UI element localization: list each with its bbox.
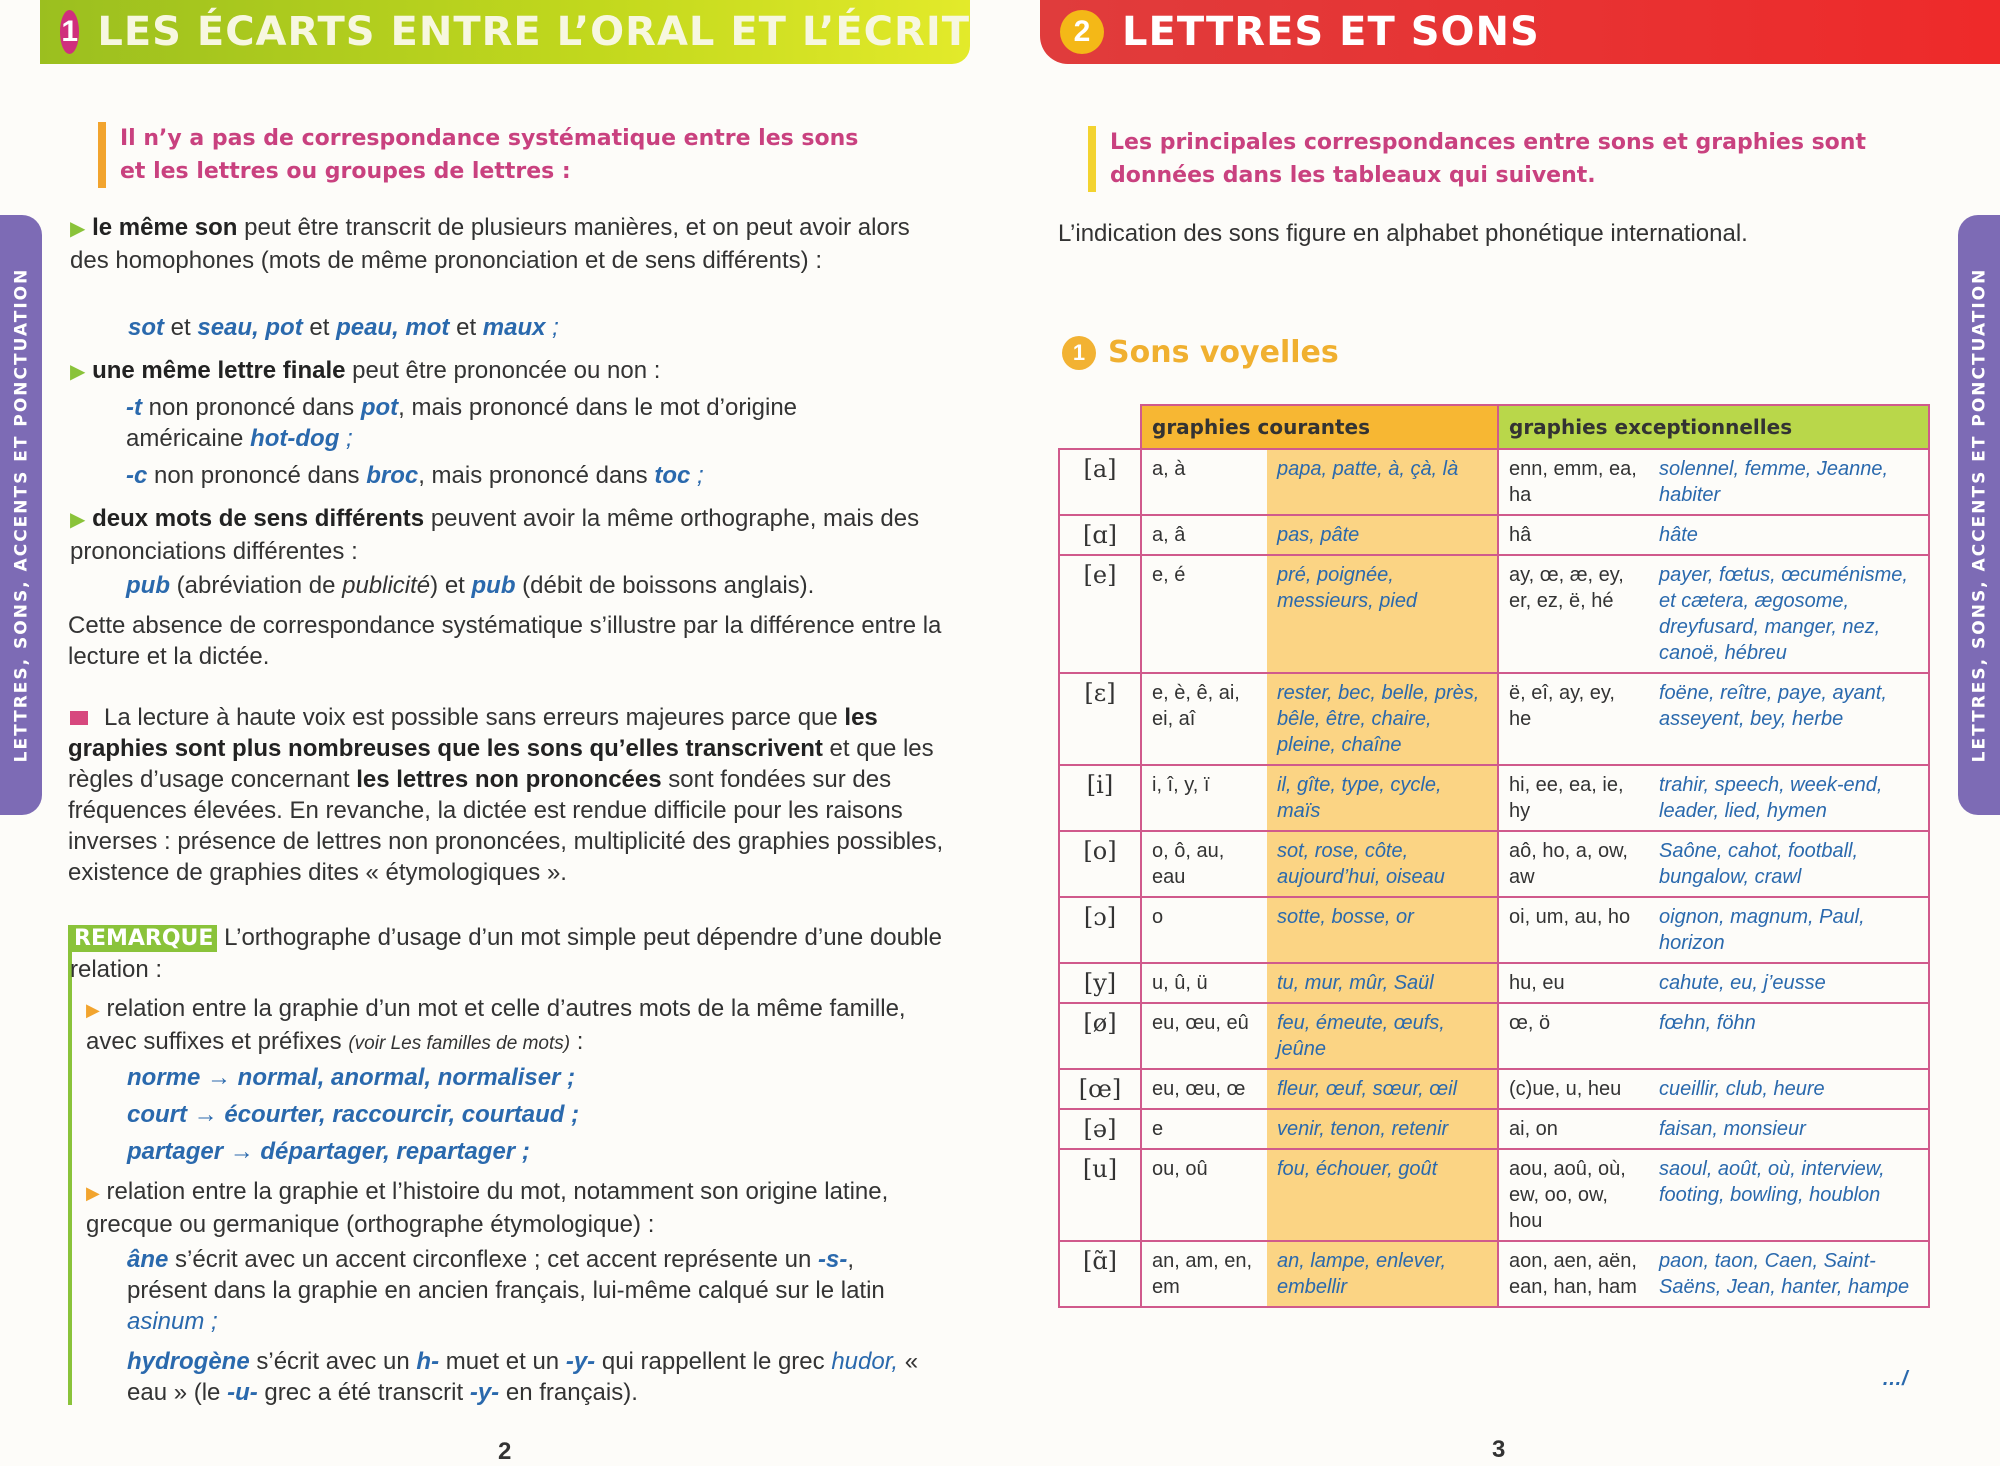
cell-gc: o, ô, au, eau (1141, 831, 1267, 897)
cell-ee: cahute, eu, j’eusse (1649, 963, 1929, 1003)
remark-relation-1: ▶ relation entre la graphie d’un mot et celle d’autres mots de la même famille, avec suffixes et préfixes (voir Les familles de mots) : (86, 995, 906, 1055)
cell-ee: hâte (1649, 515, 1929, 555)
page-number: 2 (498, 1438, 512, 1465)
section-label: Sons voyelles (1108, 335, 1339, 370)
point-1-bold: le même son (92, 214, 238, 241)
cell-ge: ë, eî, ay, ey, he (1498, 673, 1649, 765)
cell-ee: payer, fœtus, œcuménisme, et cætera, ægosome, dreyfusard, manger, nez, canoë, hébreu (1649, 555, 1929, 673)
table-row (1059, 831, 1929, 897)
cell-ee: Saône, cahot, football, bungalow, crawl (1649, 831, 1929, 897)
cell-ee: paon, taon, Caen, Saint-Saëns, Jean, hanter, hampe (1649, 1241, 1929, 1307)
cell-ee: faisan, monsieur (1649, 1109, 1929, 1149)
cell-ge: enn, emm, ea, ha (1498, 449, 1649, 515)
remark-label: REMARQUE (70, 925, 217, 952)
cell-ge: aô, ho, a, ow, aw (1498, 831, 1649, 897)
cell-ge: ay, œ, æ, ey, er, ez, ë, hé (1498, 555, 1649, 673)
cell-ge: aou, aoû, où, ew, oo, ow, hou (1498, 1149, 1649, 1241)
remark-example-b: court → écourter, raccourcir, courtaud ; (127, 1101, 580, 1128)
cell-ec: pas, pâte (1267, 515, 1498, 555)
cell-gc: e, è, ê, ai, ei, aî (1141, 673, 1267, 765)
table-row (1059, 555, 1929, 673)
cell-ge: hi, ee, ea, ie, hy (1498, 765, 1649, 831)
point-1-text: peut être transcrit de plusieurs manières, et on peut avoir alors des homophones (mots de même prononciation et de sens différents) : (70, 214, 910, 274)
cell-ee: trahir, speech, week-end, leader, lied, hymen (1649, 765, 1929, 831)
cell-ee: solennel, femme, Jeanne, habiter (1649, 449, 1929, 515)
cell-ee: foëne, reître, paye, ayant, asseyent, bey, herbe (1649, 673, 1929, 765)
triangle-icon: ▶ (70, 218, 86, 240)
cell-gc: eu, œu, eû (1141, 1003, 1267, 1069)
right-page (1000, 0, 2000, 1464)
table-row (1059, 1003, 1929, 1069)
cell-ge: hu, eu (1498, 963, 1649, 1003)
side-tab-right (1958, 215, 2000, 815)
chapter-banner-1 (40, 0, 970, 64)
cell-ec: fleur, œuf, sœur, œil (1267, 1069, 1498, 1109)
cell-gc: e (1141, 1109, 1267, 1149)
triangle-icon: ▶ (86, 1000, 100, 1020)
point-1 (70, 212, 950, 276)
cell-son: [a] (1059, 449, 1141, 515)
table-row (1059, 1149, 1929, 1241)
cell-ge: œ, ö (1498, 1003, 1649, 1069)
cell-ge: ai, on (1498, 1109, 1649, 1149)
chapter-number: 2 (1060, 10, 1104, 54)
cell-ge: hâ (1498, 515, 1649, 555)
cell-ec: an, lampe, enlever, embellir (1267, 1241, 1498, 1307)
cell-gc: a, à (1141, 449, 1267, 515)
remark-example-a: norme → normal, anormal, normaliser ; (127, 1064, 576, 1091)
triangle-icon: ▶ (70, 361, 86, 383)
table-row (1059, 963, 1929, 1003)
blank-header (1059, 405, 1141, 449)
triangle-icon: ▶ (70, 509, 86, 531)
cell-ec: fou, échouer, goût (1267, 1149, 1498, 1241)
table-row (1059, 765, 1929, 831)
cell-son: [o] (1059, 831, 1141, 897)
table-row (1059, 1069, 1929, 1109)
cell-ee: fœhn, föhn (1649, 1003, 1929, 1069)
cell-son: [u] (1059, 1149, 1141, 1241)
cell-ec: rester, bec, belle, près, bêle, être, chaire, pleine, chaîne (1267, 673, 1498, 765)
intro-box: Les principales correspondances entre sons et graphies sont données dans les tableaux qui suivent. (1088, 126, 1870, 192)
cell-son: [i] (1059, 765, 1141, 831)
table-row (1059, 673, 1929, 765)
cell-ec: sot, rose, côte, aujourd’hui, oiseau (1267, 831, 1498, 897)
point-3: ▶ deux mots de sens différents peuvent avoir la même orthographe, mais des prononciations différentes : (70, 505, 920, 565)
cell-ec: papa, patte, à, çà, là (1267, 449, 1498, 515)
table-row (1059, 515, 1929, 555)
cell-gc: o (1141, 897, 1267, 963)
example-2a: -t non prononcé dans pot, mais prononcé dans le mot d’origine américaine hot-dog ; (126, 394, 798, 452)
section-title (1062, 335, 1339, 370)
cell-son: [ø] (1059, 1003, 1141, 1069)
side-tab-label: LETTRES, SONS, ACCENTS ET PONCTUATION (11, 267, 32, 763)
cell-ec: venir, tenon, retenir (1267, 1109, 1498, 1149)
cell-ee: saoul, août, où, interview, footing, bowling, houblon (1649, 1149, 1929, 1241)
remark-hydrogene: hydrogène s’écrit avec un h- muet et un -y- qui rappellent le grec hudor, « eau » (le -u- grec a été transcrit -y- en français). (127, 1348, 919, 1406)
cell-ec: pré, poignée, messieurs, pied (1267, 555, 1498, 673)
cell-ge: oi, um, au, ho (1498, 897, 1649, 963)
cell-ee: cueillir, club, heure (1649, 1069, 1929, 1109)
remark-ane: âne s’écrit avec un accent circonflexe ; cet accent représente un -s-, présent dans la graphie en ancien français, lui-même calqué sur le latin asinum ; (127, 1246, 885, 1335)
cell-son: [ɛ] (1059, 673, 1141, 765)
table-row (1059, 1109, 1929, 1149)
cell-gc: u, û, ü (1141, 963, 1267, 1003)
cell-ec: il, gîte, type, cycle, maïs (1267, 765, 1498, 831)
page-number: 3 (1492, 1436, 1506, 1463)
remark-example-c: partager → départager, repartager ; (127, 1138, 530, 1165)
header-exceptionnelles: graphies exceptionnelles (1498, 405, 1929, 449)
intro-box: Il n’y a pas de correspondance systématique entre les sons et les lettres ou groupes de lettres : (98, 122, 880, 188)
example-1: sot et seau, pot et peau, mot et maux ; (128, 314, 559, 341)
paragraph-1: Cette absence de correspondance systématique s’illustre par la différence entre la lecture et la dictée. (68, 612, 942, 670)
cell-gc: a, â (1141, 515, 1267, 555)
chapter-number: 1 (60, 10, 79, 54)
cell-gc: ou, oû (1141, 1149, 1267, 1241)
side-tab-label: LETTRES, SONS, ACCENTS ET PONCTUATION (1969, 267, 1990, 763)
cell-gc: an, am, en, em (1141, 1241, 1267, 1307)
cell-ec: sotte, bosse, or (1267, 897, 1498, 963)
cell-ec: feu, émeute, œufs, jeûne (1267, 1003, 1498, 1069)
phonetic-note: L’indication des sons figure en alphabet phonétique international. (1058, 220, 1748, 247)
point-2: ▶ une même lettre finale peut être prononcée ou non : (70, 357, 661, 384)
chapter-title: LETTRES ET SONS (1122, 9, 1540, 55)
cell-son: [ɔ] (1059, 897, 1141, 963)
pink-square-icon (70, 711, 88, 725)
table-row (1059, 449, 1929, 515)
left-page (0, 0, 1000, 1464)
triangle-icon: ▶ (86, 1183, 100, 1203)
cell-gc: e, é (1141, 555, 1267, 673)
cell-son: [ə] (1059, 1109, 1141, 1149)
chapter-title: LES ÉCARTS ENTRE L’ORAL ET L’ÉCRIT (97, 9, 970, 55)
cell-ge: aon, aen, aën, ean, han, ham (1498, 1241, 1649, 1307)
table-row (1059, 897, 1929, 963)
table-row (1059, 1241, 1929, 1307)
cell-son: [ɑ] (1059, 515, 1141, 555)
cell-ee: oignon, magnum, Paul, horizon (1649, 897, 1929, 963)
cell-son: [ɑ̃] (1059, 1241, 1141, 1307)
remark-intro: REMARQUE L’orthographe d’usage d’un mot simple peut dépendre d’une double relation : (70, 924, 942, 983)
remark-relation-2: ▶ relation entre la graphie et l’histoire du mot, notamment son origine latine, grecque ou germanique (orthographe étymologique) : (86, 1178, 889, 1238)
example-3: pub (abréviation de publicité) et pub (débit de boissons anglais). (126, 572, 815, 599)
chapter-banner-2 (1040, 0, 2000, 64)
side-tab-left (0, 215, 42, 815)
cell-gc: eu, œu, œ (1141, 1069, 1267, 1109)
cell-gc: i, î, y, ï (1141, 765, 1267, 831)
cell-ec: tu, mur, mûr, Saül (1267, 963, 1498, 1003)
cell-son: [e] (1059, 555, 1141, 673)
header-courantes: graphies courantes (1141, 405, 1498, 449)
section-number: 1 (1062, 336, 1096, 370)
cell-ge: (c)ue, u, heu (1498, 1069, 1649, 1109)
sounds-table (1058, 404, 1930, 1308)
cell-son: [y] (1059, 963, 1141, 1003)
paragraph-2: La lecture à haute voix est possible sans erreurs majeures parce que les graphies sont plus nombreuses que les sons qu’elles transcrivent et que les règles d’usage concernant les lettres non prononcées sont fondées sur des fréquences élevées. En revanche, la dictée est rendue difficile pour les raisons inverses : présence de lettres non prononcées, multiplicité des graphies possibles, existence de graphies dites « étymologiques ». (68, 704, 944, 886)
cell-son: [œ] (1059, 1069, 1141, 1109)
example-2b: -c non prononcé dans broc, mais prononcé dans toc ; (126, 462, 704, 489)
continue-mark: …/ (1882, 1368, 1908, 1390)
